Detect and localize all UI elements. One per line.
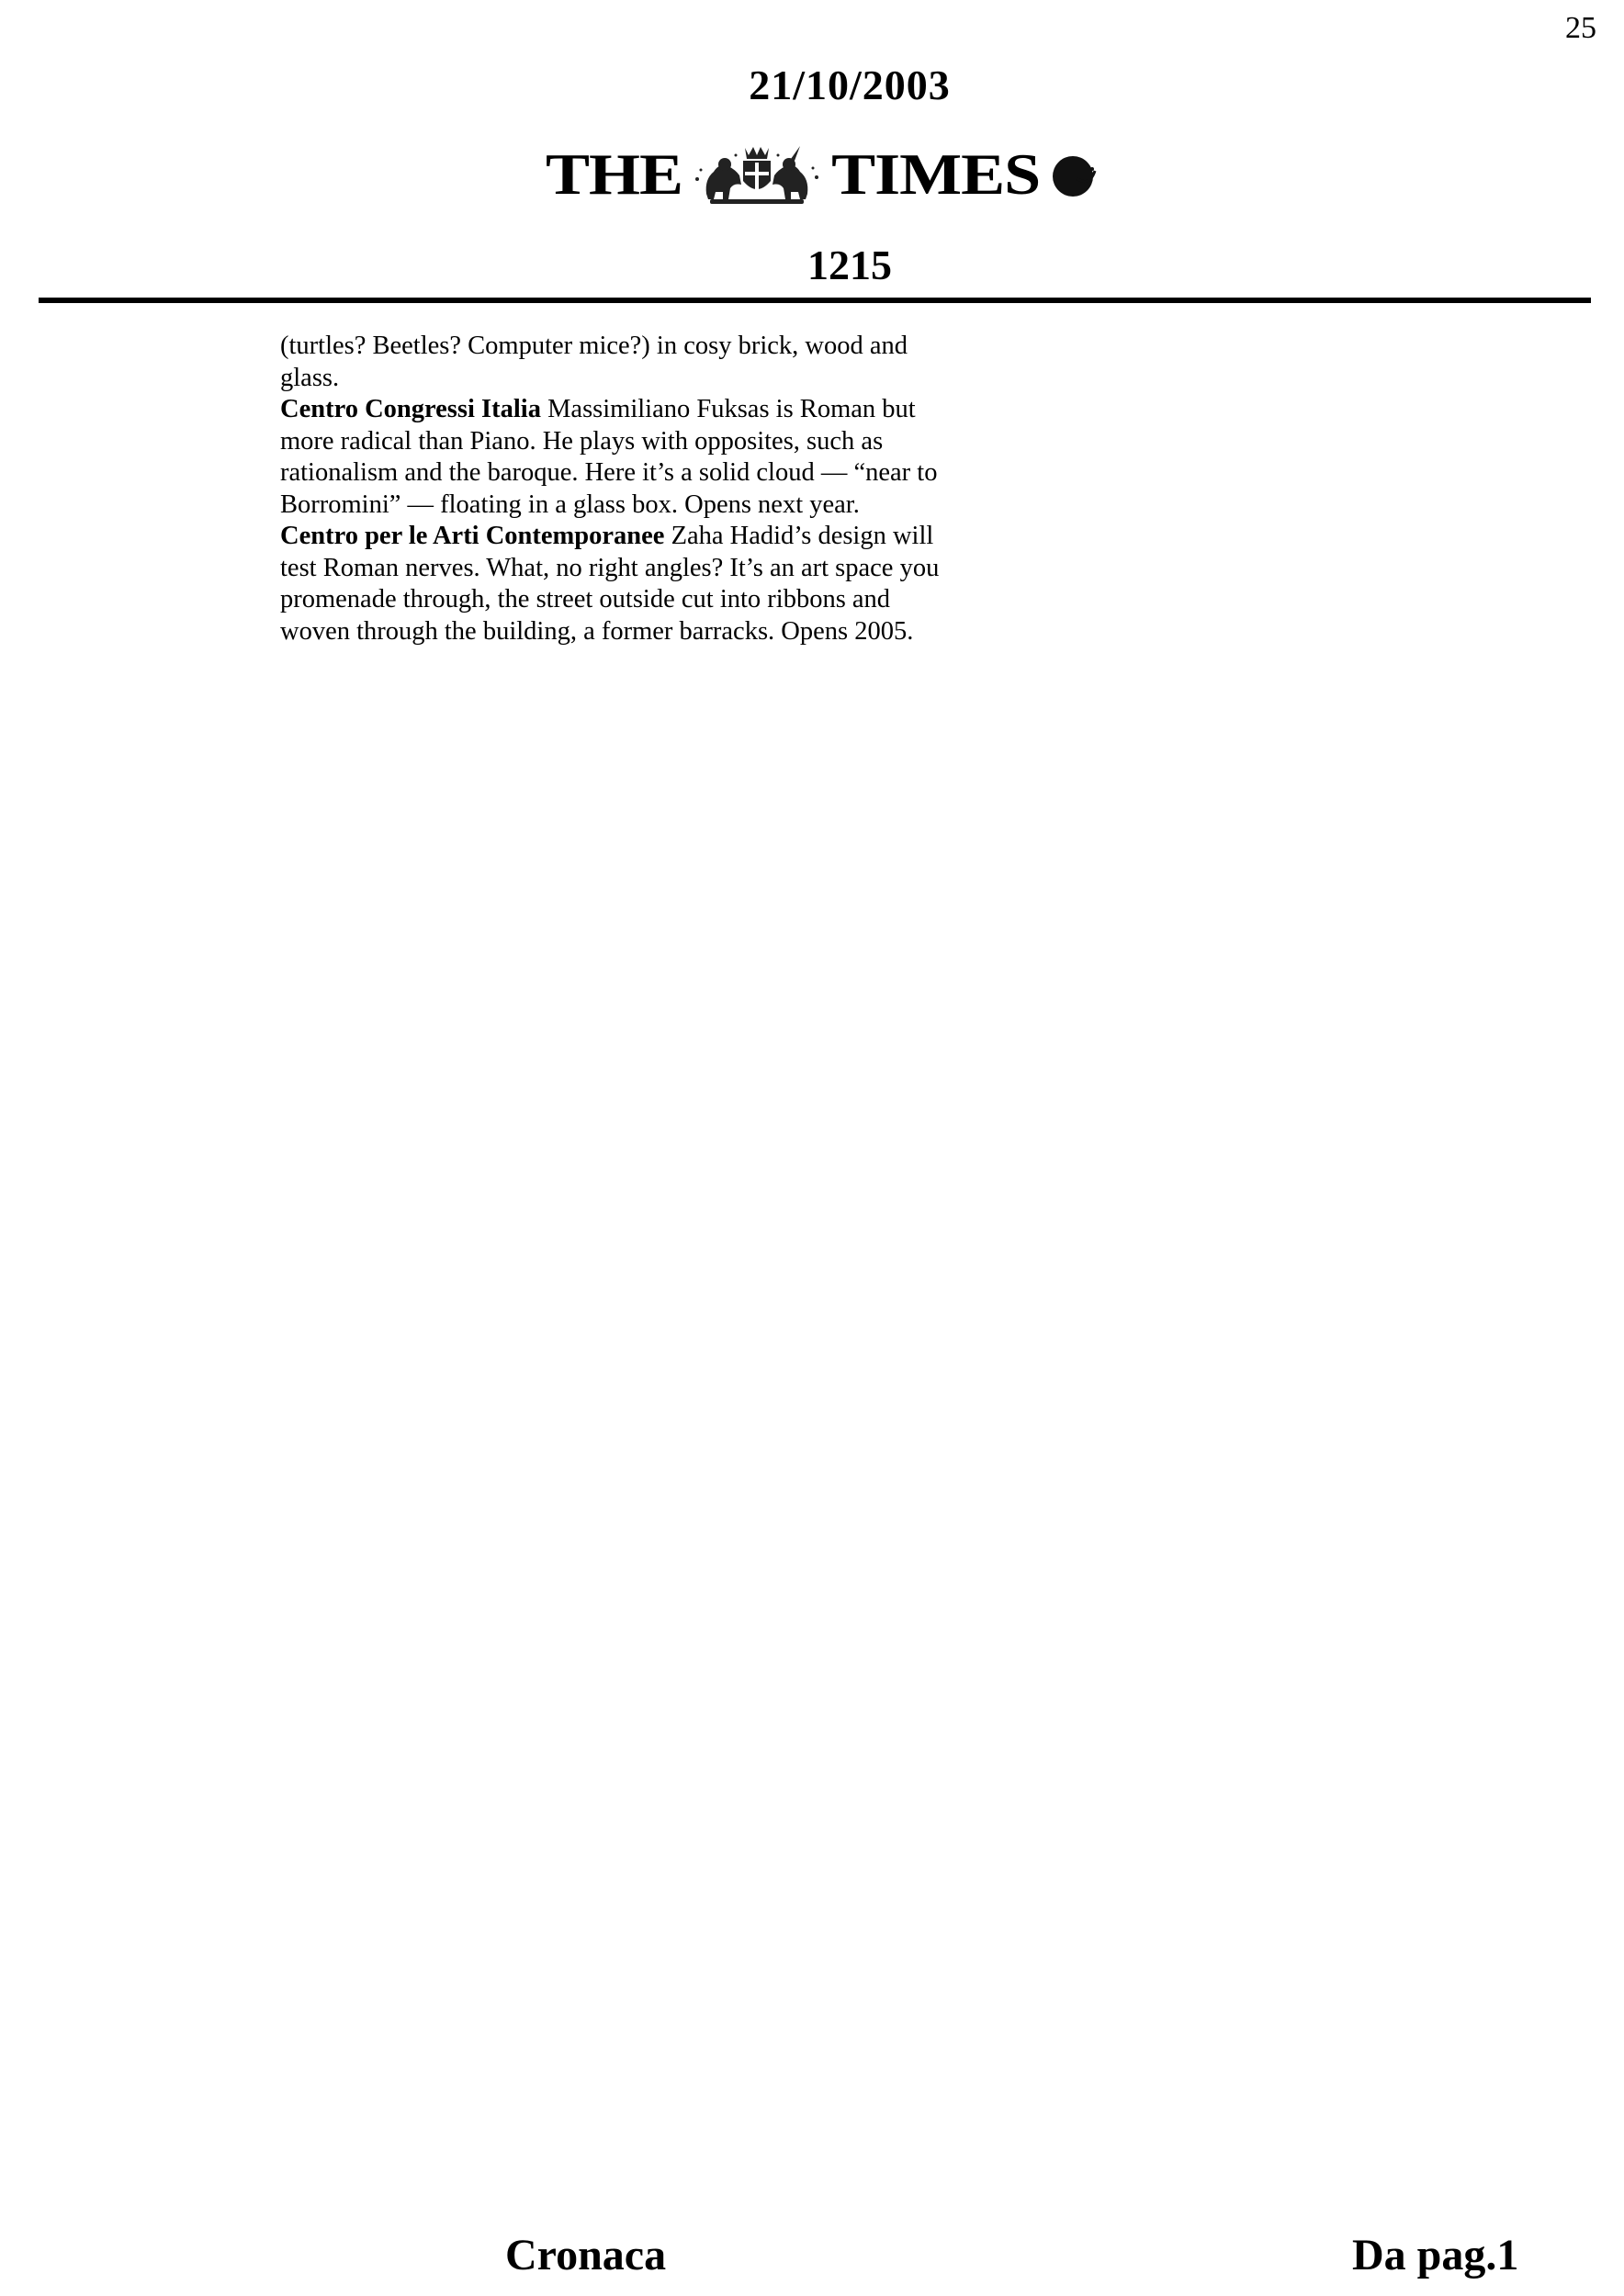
entry-title: Centro Congressi Italia xyxy=(280,395,541,423)
coat-of-arms-icon xyxy=(688,142,826,207)
header-rule xyxy=(39,298,1591,303)
masthead-the: THE xyxy=(546,141,683,208)
masthead-logo xyxy=(546,138,1133,211)
article-entry xyxy=(280,394,942,521)
section-label: Cronaca xyxy=(505,2231,667,2279)
masthead-times: TIMES xyxy=(831,141,1041,208)
article-intro: (turtles? Beetles? Computer mice?) in cosy brick, wood and glass. xyxy=(280,332,908,392)
masthead-globe-icon xyxy=(1049,151,1097,198)
article-entry xyxy=(280,521,942,647)
page-number: 25 xyxy=(1565,11,1596,45)
issue-number: 1215 xyxy=(807,242,892,288)
publication-date: 21/10/2003 xyxy=(749,62,951,108)
article-body xyxy=(280,331,942,647)
entry-text: Zaha Hadid’s design will test Roman nerves. What, no right angles? It’s an art space you promenade through, the street outside cut into ribbons and woven through the building, a former barracks. Opens 2005. xyxy=(280,522,940,646)
entry-title: Centro per le Arti Contemporanee xyxy=(280,522,665,550)
continued-from-page: Da pag.1 xyxy=(1352,2231,1519,2279)
entry-text: Massimiliano Fuksas is Roman but more radical than Piano. He plays with opposites, such as rationalism and the baroque. Here it’s a solid cloud — “near to Borromini” — floating in a glass box. Opens next year. xyxy=(280,395,938,519)
